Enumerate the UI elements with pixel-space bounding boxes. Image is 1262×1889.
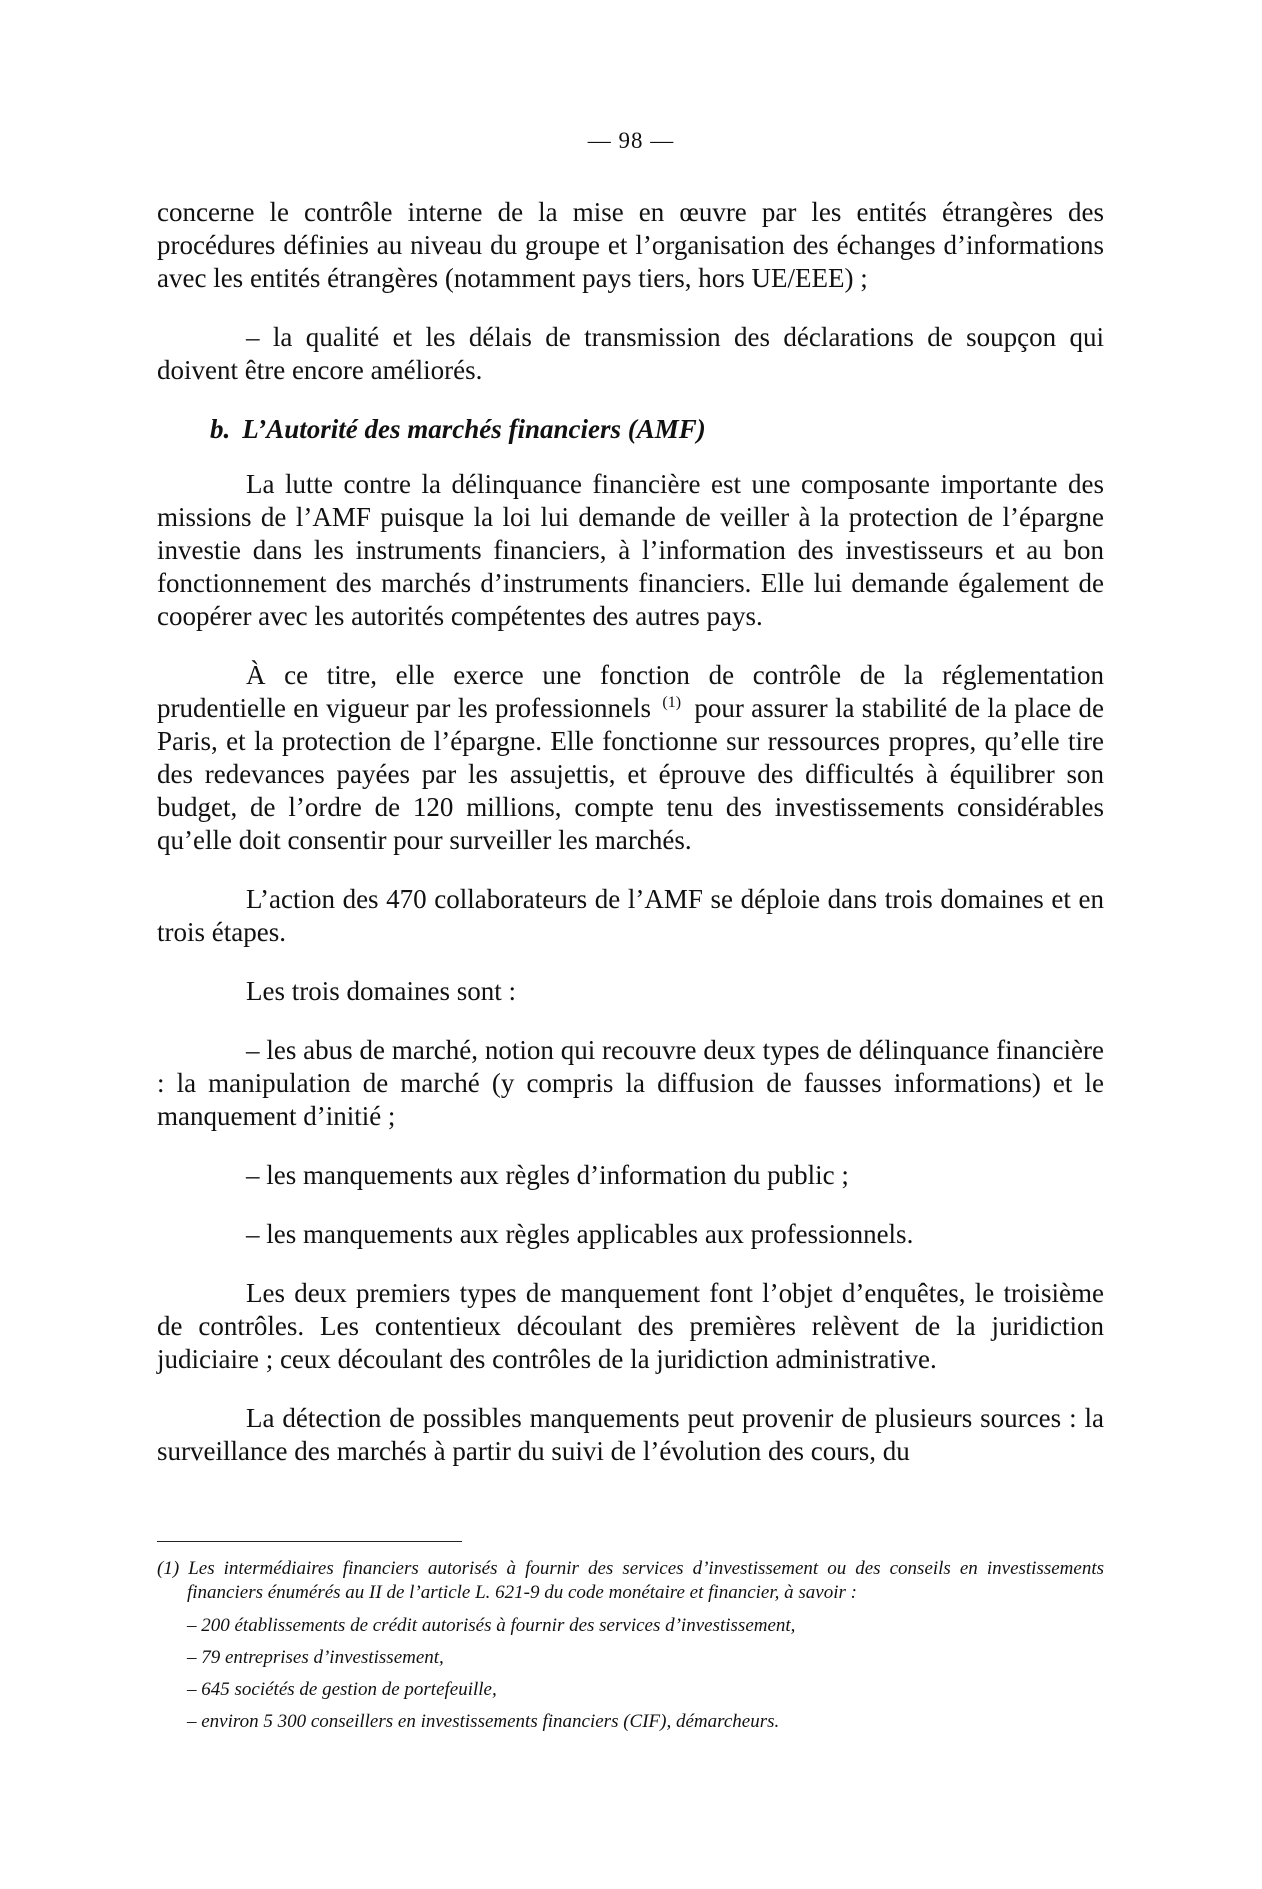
paragraph-collaborateurs: L’action des 470 collaborateurs de l’AMF se déploie dans trois domaines et en trois étapes. — [157, 884, 1104, 947]
paragraph-text-part-2: pour assurer la stabilité de la place de Paris, et la protection de l’épargne. Elle fonctionne sur ressources propres, qu’elle tire des redevances payées par les assujettis, et éprouve des difficultés à équilibrer son budget, de l’ordre de 120 millions, compte tenu des investissements considérables qu’elle doit consentir pour surveiller les marchés. — [157, 693, 1105, 855]
paragraph-trois-domaines: Les trois domaines sont : — [246, 976, 516, 1006]
footnote-reference[interactable]: (1) — [662, 694, 682, 711]
footnotes — [157, 1557, 1104, 1742]
page-number: — 98 — — [587, 128, 675, 153]
section-letter: b. — [210, 414, 231, 444]
footnote-list-item: – 645 sociétés de gestion de portefeuille, — [187, 1679, 497, 1700]
list-item-abus-marche: – les abus de marché, notion qui recouvre deux types de délinquance financière : la manipulation de marché (y compris la diffusion de fausses informations) et le manquement d’initié ; — [157, 1035, 1104, 1131]
footnote-list-item: – environ 5 300 conseillers en investissements financiers (CIF), démarcheurs. — [187, 1711, 780, 1732]
footnote-divider — [157, 1541, 462, 1542]
list-item-declarations-soupcon: – la qualité et les délais de transmission des déclarations de soupçon qui doivent être encore améliorés. — [157, 322, 1104, 385]
paragraph-text-part-1: À ce titre, elle exerce une fonction de contrôle de la réglementation prudentielle en vigueur par les professionnels — [157, 660, 1104, 723]
paragraph-continuation: concerne le contrôle interne de la mise en œuvre par les entités étrangères des procédures définies au niveau du groupe et l’organisation des échanges d’informations avec les entités étrangères (notamment pays tiers, hors UE/EEE) ; — [157, 197, 1104, 293]
list-item-information-public: – les manquements aux règles d’information du public ; — [246, 1160, 849, 1190]
section-title: L’Autorité des marchés financiers (AMF) — [242, 414, 706, 444]
section-heading-amf — [157, 413, 1104, 446]
paragraph-lutte-delinquance: La lutte contre la délinquance financière est une composante importante des missions de l’AMF puisque la loi lui demande de veiller à la protection de l’épargne investie dans les instruments financiers, à l’information des investisseurs et au bon fonctionnement des marchés d’instruments financiers. Elle lui demande également de coopérer avec les autorités compétentes des autres pays. — [157, 469, 1104, 631]
paragraph-controle-reglementation — [157, 659, 1104, 857]
main-text — [157, 196, 1104, 1494]
footnote-1: (1) Les intermédiaires financiers autorisés à fournir des services d’investissement ou des conseils en investissements financiers énumérés au II de l’article L. 621-9 du code monétaire et financier, à savoir : — [157, 1558, 1104, 1603]
footnote-list-item: – 200 établissements de crédit autorisés à fournir des services d’investissement, — [187, 1615, 796, 1636]
paragraph-enquetes-controles: Les deux premiers types de manquement font l’objet d’enquêtes, le troisième de contrôles. Les contentieux découlant des premières relèvent de la juridiction judiciaire ; ceux découlant des contrôles de la juridiction administrative. — [157, 1278, 1104, 1374]
list-item-regles-professionnels: – les manquements aux règles applicables aux professionnels. — [246, 1219, 914, 1249]
paragraph-detection: La détection de possibles manquements peut provenir de plusieurs sources : la surveillance des marchés à partir du suivi de l’évolution des cours, du — [157, 1403, 1104, 1466]
footnote-list-item: – 79 entreprises d’investissement, — [187, 1647, 444, 1668]
